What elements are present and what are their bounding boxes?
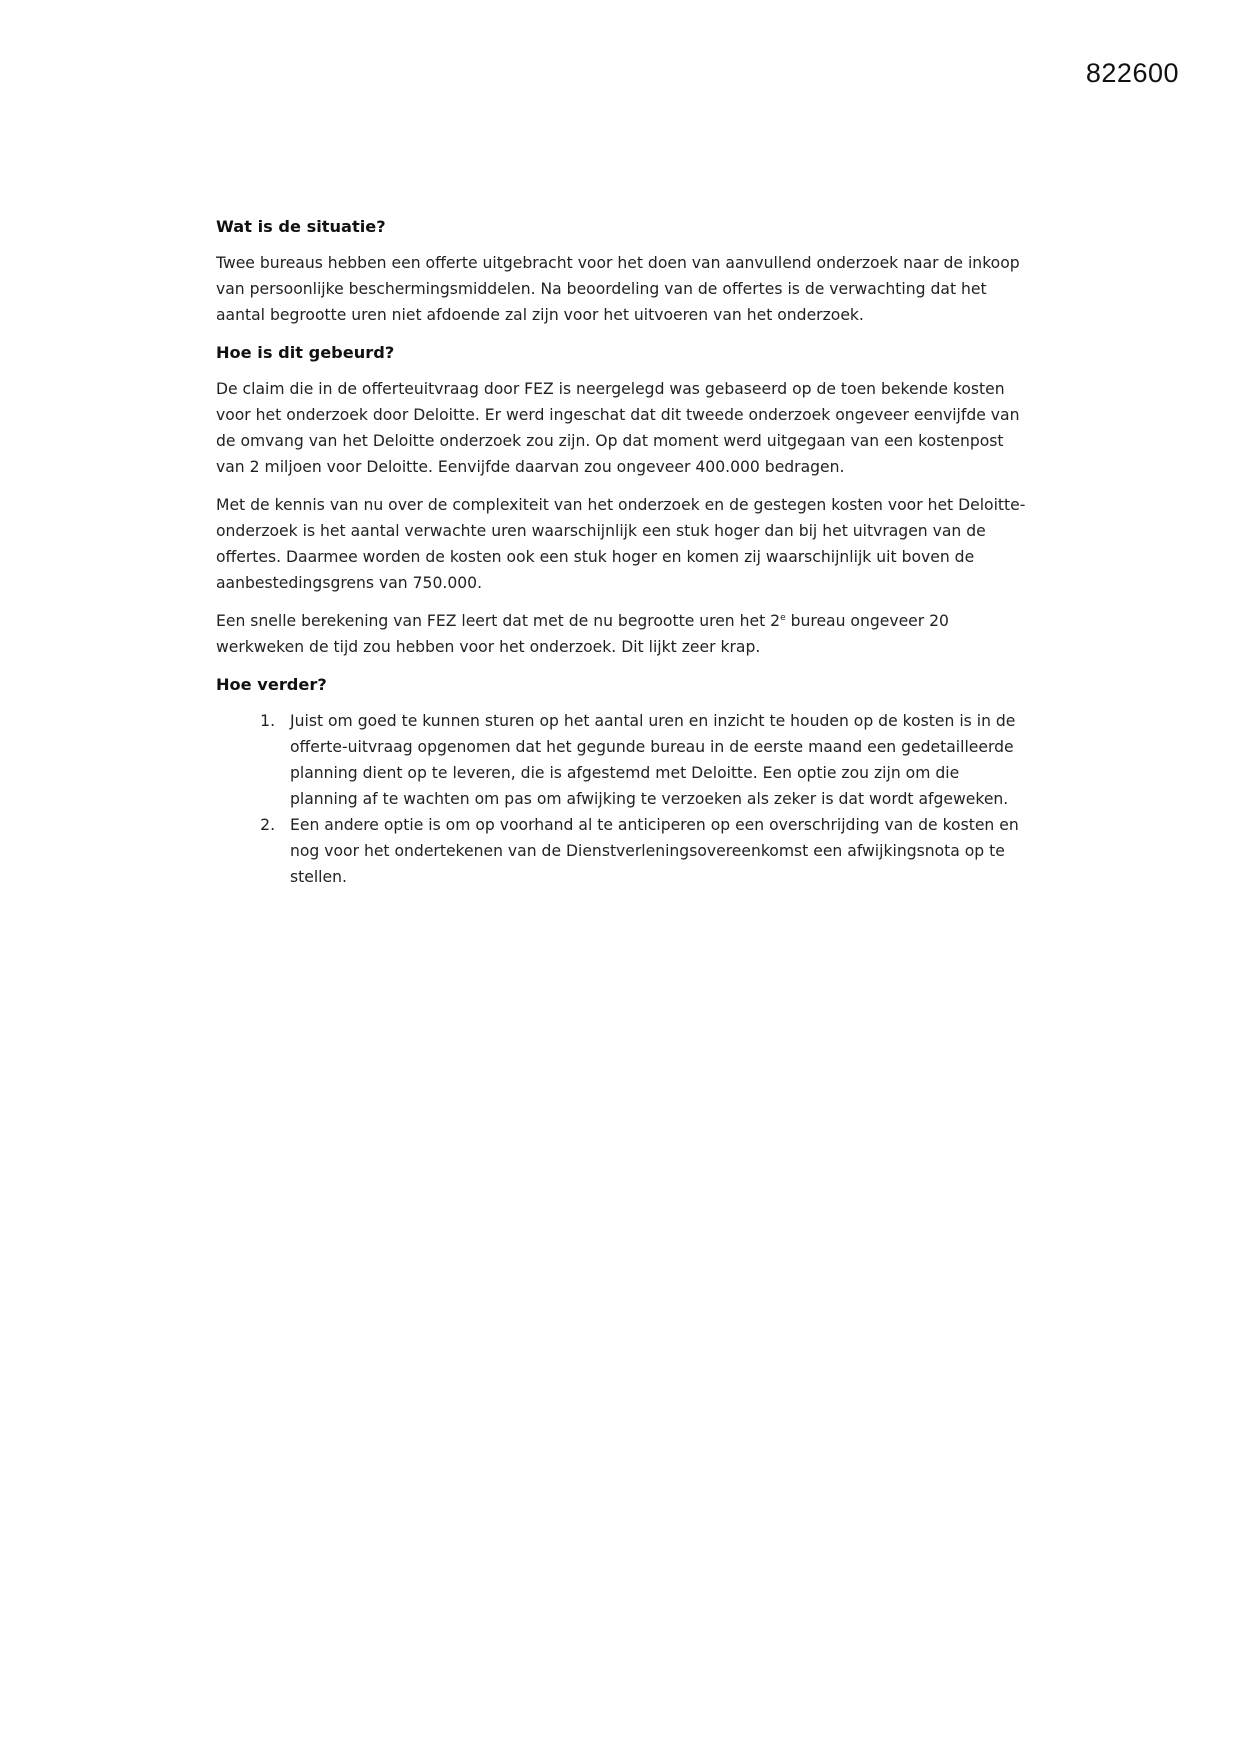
section-hoe-verder [216, 672, 1031, 890]
document-body [216, 214, 1031, 890]
list-item: 2. Een andere optie is om op voorhand al te anticiperen op een overschrijding van de kosten en nog voor het ondertekenen van de Dienstverleningsovereenkomst een afwijkingsnota op te stellen. [280, 812, 1031, 890]
section-heading: Wat is de situatie? [216, 217, 386, 236]
paragraph-calculation [216, 608, 1031, 660]
text-run: bureau ongeveer 20 werkweken de tijd zou hebben voor het onderzoek. Dit lijkt zeer krap. [216, 612, 949, 656]
section-heading: Hoe is dit gebeurd? [216, 343, 395, 362]
paragraph: De claim die in de offerteuitvraag door FEZ is neergelegd was gebaseerd op de toen bekende kosten voor het onderzoek door Deloitte. Er werd ingeschat dat dit tweede onderzoek ongeveer eenvijfde van de omvang van het Deloitte onderzoek zou zijn. Op dat moment werd uitgegaan van een kostenpost van 2 miljoen voor Deloitte. Eenvijfde daarvan zou ongeveer 400.000 bedragen. [216, 380, 1020, 476]
options-list [216, 708, 1031, 890]
section-hoe-gebeurd [216, 340, 1031, 660]
paragraph: Met de kennis van nu over de complexiteit van het onderzoek en de gestegen kosten voor het Deloitte-onderzoek is het aantal verwachte uren waarschijnlijk een stuk hoger dan bij het uitvragen van de offertes. Daarmee worden de kosten ook een stuk hoger en komen zij waarschijnlijk uit boven de aanbestedingsgrens van 750.000. [216, 496, 1026, 592]
text-run: Een snelle berekening van FEZ leert dat met de nu begrootte uren het 2 [216, 612, 781, 630]
superscript: e [780, 612, 786, 623]
list-item: 1. Juist om goed te kunnen sturen op het aantal uren en inzicht te houden op de kosten is in de offerte-uitvraag opgenomen dat het gegunde bureau in de eerste maand een gedetailleerde planning dient op te leveren, die is afgestemd met Deloitte. Een optie zou zijn om die planning af te wachten om pas om afwijking te verzoeken als zeker is dat wordt afgeweken. [280, 708, 1031, 812]
document-id: 822600 [1085, 58, 1179, 88]
paragraph: Twee bureaus hebben een offerte uitgebracht voor het doen van aanvullend onderzoek naar de inkoop van persoonlijke beschermingsmiddelen. Na beoordeling van de offertes is de verwachting dat het aantal begrootte uren niet afdoende zal zijn voor het uitvoeren van het onderzoek. [216, 254, 1020, 324]
section-heading: Hoe verder? [216, 675, 327, 694]
section-situatie [216, 214, 1031, 328]
